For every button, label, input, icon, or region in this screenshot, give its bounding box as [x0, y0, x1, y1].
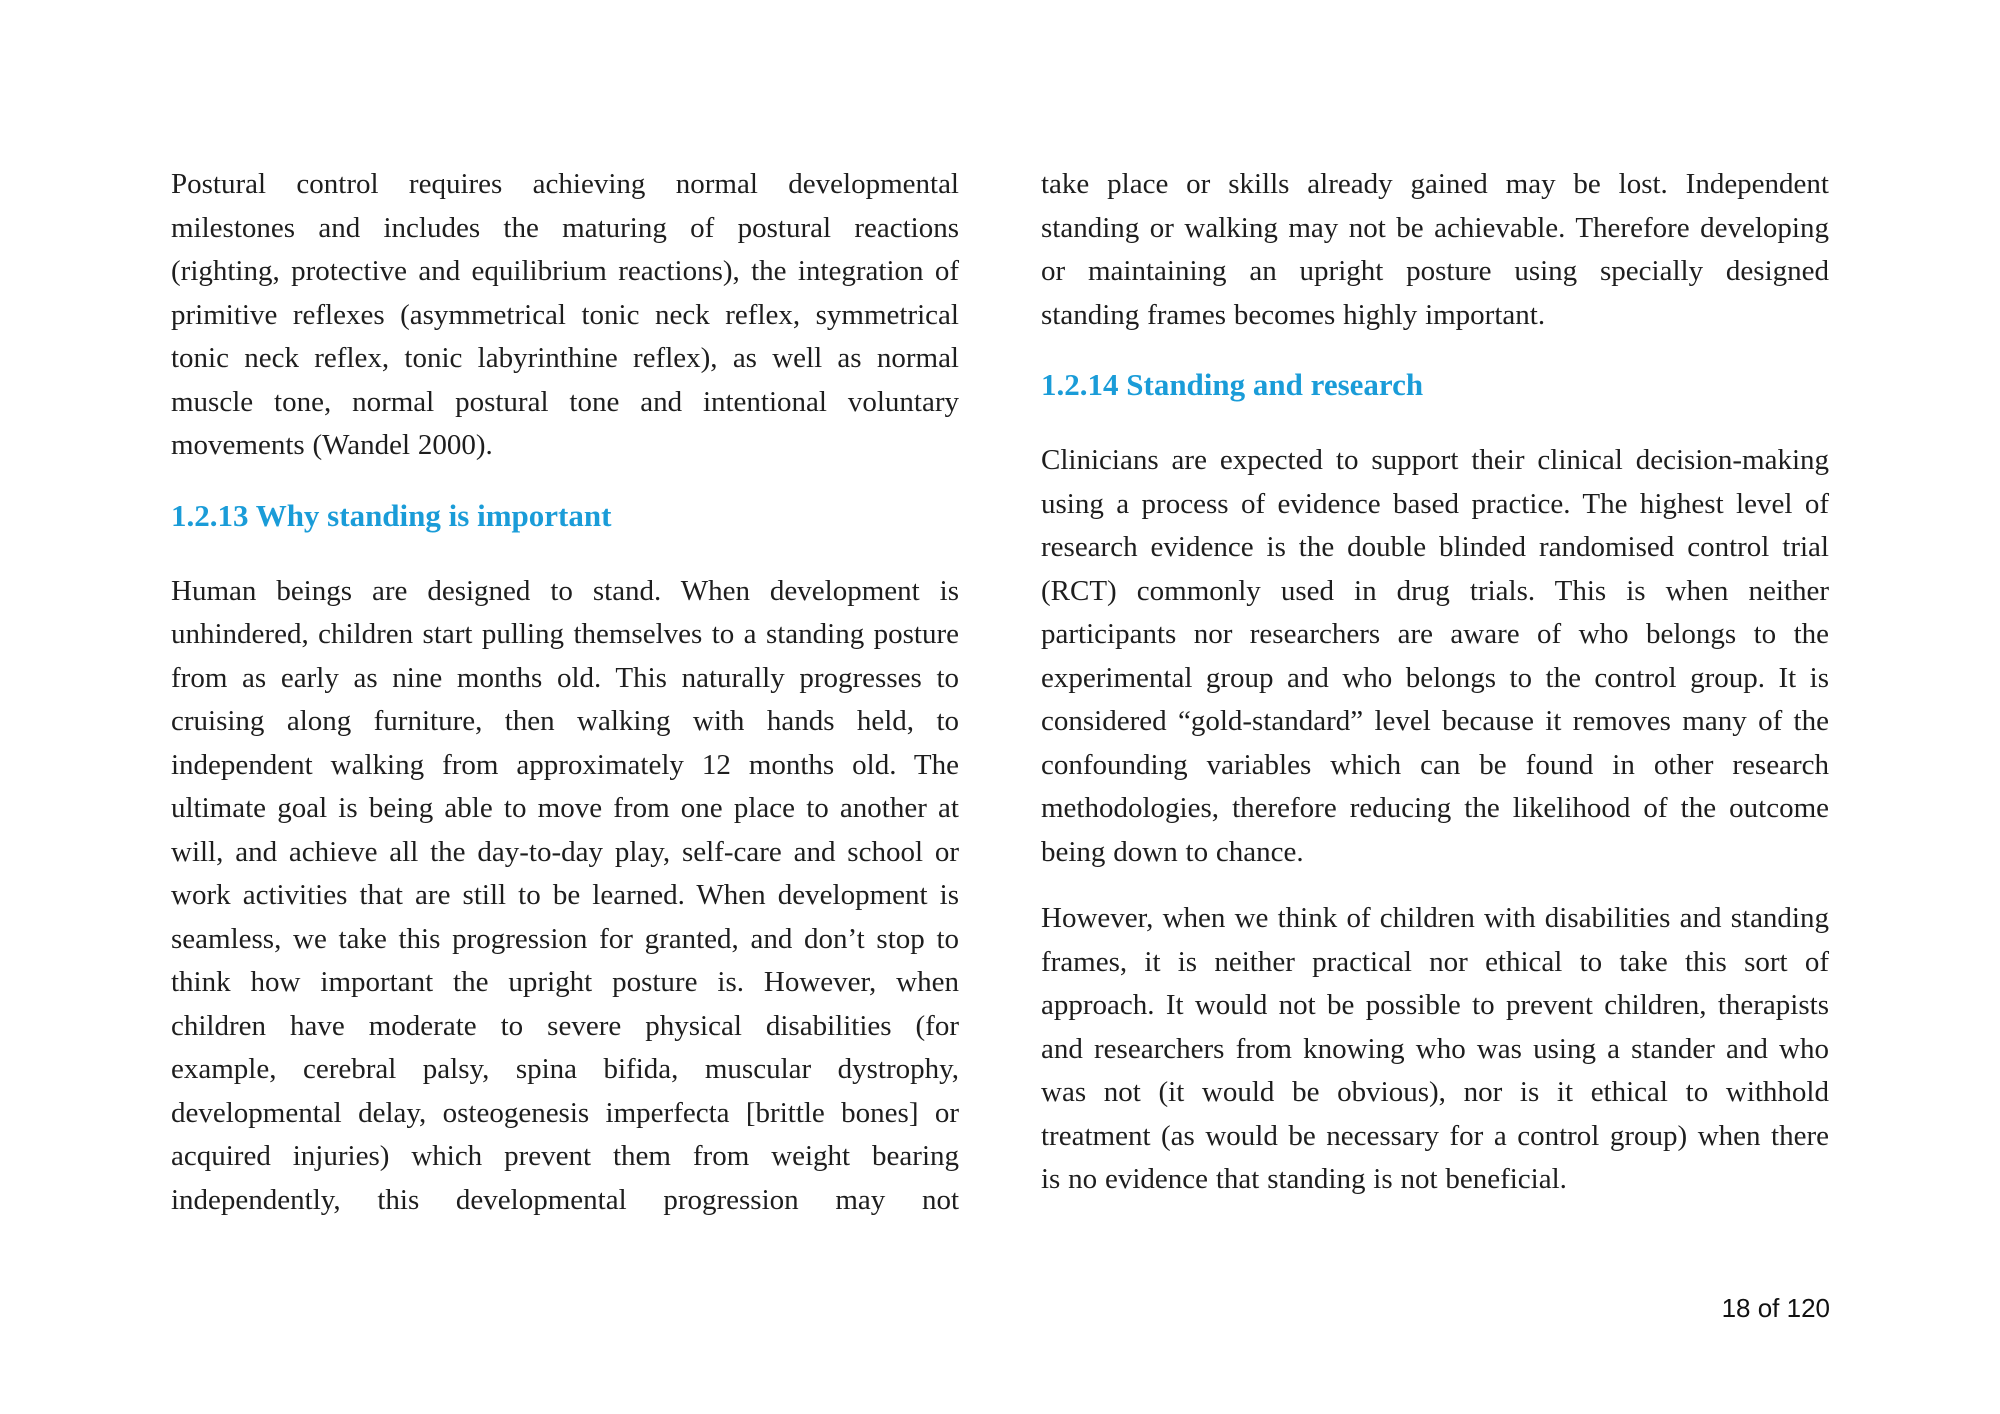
paragraph-however-children-with-disabilities: However, when we think of children with disabilities and standing frames, it is neither practical nor ethical to take this sort of approach. It would not be possible to prevent children, therapists and researchers from knowing who was using a stander and who was not (it would be obvious), nor is it ethical to withhold treatment (as would be necessary for a control group) when there is no evidence that standing is not beneficial. — [1041, 902, 1829, 1195]
paragraph-human-beings-designed-to-stand: Human beings are designed to stand. When development is unhindered, children start pulling themselves to a standing posture from as early as nine months old. This naturally progresses to cruising along furniture, then walking with hands held, to independent walking from approximately 12 months old. The ultimate goal is being able to move from one place to another at will, and achieve all the day-to-day play, self-care and school or work activities that are still to be learned. When development is seamless, we take this progression for granted, and don’t stop to think how important the upright posture is. However, when children have moderate to severe physical disabilities (for example, cerebral palsy, spina bifida, muscular dystrophy, developmental delay, osteogenesis imperfecta [brittle bones] or acquired injuries) which prevent them from weight bearing independently, this developmental progression may not — [171, 574, 959, 1216]
right-column — [1041, 163, 1829, 1225]
left-column — [171, 163, 959, 1245]
paragraph-postural-control: Postural control requires achieving normal developmental milestones and includes the maturing of postural reactions (righting, protective and equilibrium reactions), the integration of primitive reflexes (asymmetrical tonic neck reflex, symmetrical tonic neck reflex, tonic labyrinthine reflex), as well as normal muscle tone, normal postural tone and intentional voluntary movements (Wandel 2000). — [171, 168, 959, 461]
page-number: 18 of 120 — [1721, 1293, 1830, 1323]
section-heading-why-standing-is-important: 1.2.13 Why standing is important — [171, 497, 612, 533]
section-heading-standing-and-research: 1.2.14 Standing and research — [1041, 367, 1424, 402]
paragraph-take-place-or-skills: take place or skills already gained may be lost. Independent standing or walking may not be achievable. Therefore developing or maintaining an upright posture using specially designed standing frames becomes highly important. — [1041, 168, 1829, 331]
paragraph-clinicians-evidence-based-practice: Clinicians are expected to support their clinical decision-making using a process of evidence based practice. The highest level of research evidence is the double blinded randomised control trial (RCT) commonly used in drug trials. This is when neither participants nor researchers are aware of who belongs to the experimental group and who belongs to the control group. It is considered “gold-standard” level because it removes many of the confounding variables which can be found in other research methodologies, therefore reducing the likelihood of the outcome being down to chance. — [1041, 444, 1829, 868]
